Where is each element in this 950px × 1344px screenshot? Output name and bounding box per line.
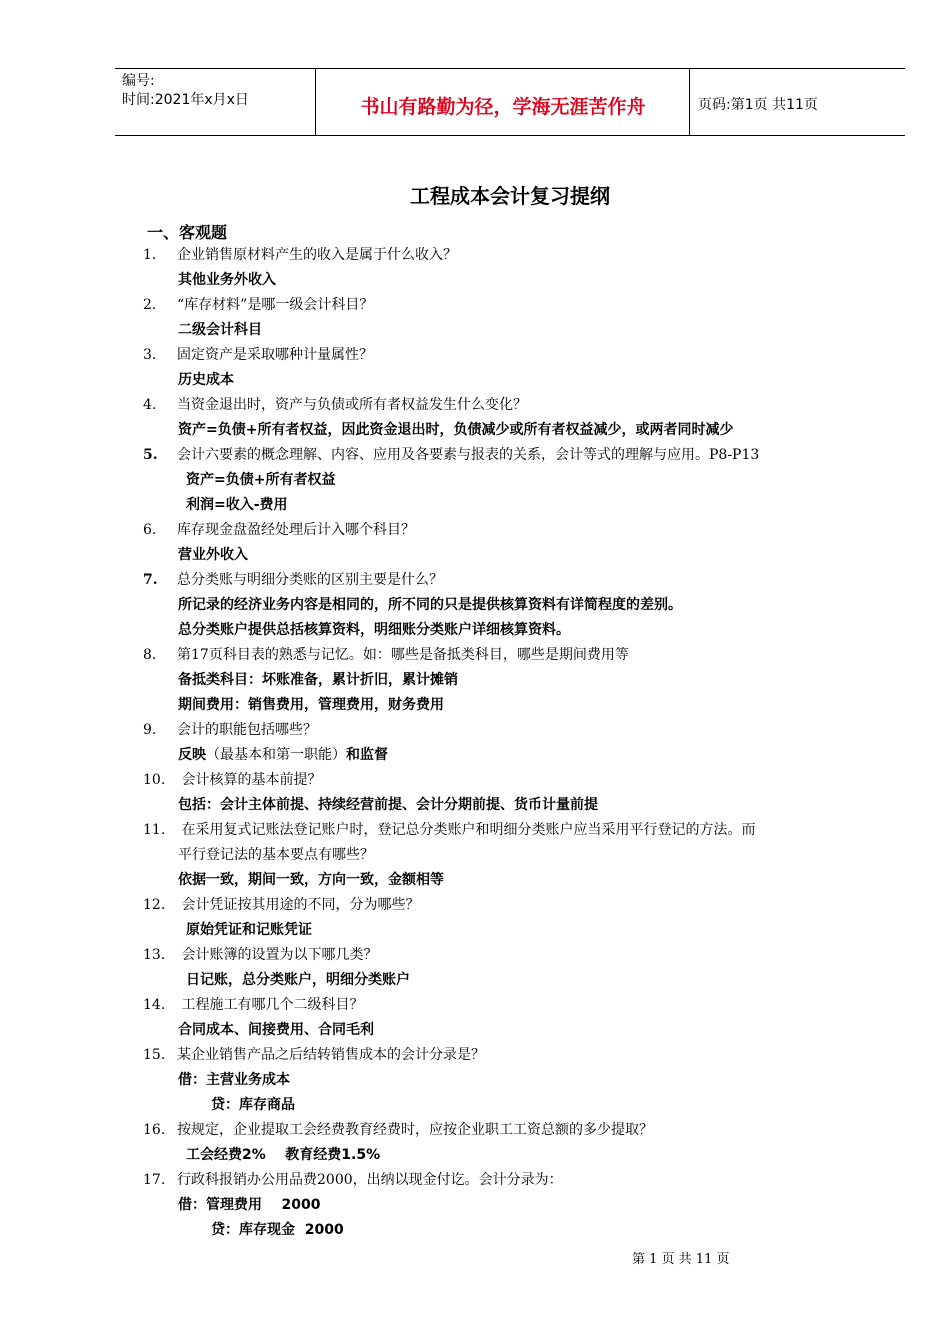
- question-item: [143, 243, 883, 293]
- question-number: 5.: [143, 447, 158, 463]
- journal-debit: 借：管理费用 2000: [178, 1197, 321, 1213]
- answer-text: 合同成本、间接费用、合同毛利: [178, 1022, 374, 1038]
- answer-text: 所记录的经济业务内容是相同的，所不同的只是提供核算资料有详简程度的差别。: [178, 597, 682, 613]
- header-bottom-border: [115, 135, 905, 136]
- question-item: [143, 1168, 883, 1243]
- question-number: 7.: [143, 572, 158, 588]
- answer-text: 原始凭证和记账凭证: [186, 922, 312, 938]
- question-text: “库存材料”是哪一级会计科目？: [177, 297, 374, 313]
- question-text: 按规定，企业提取工会经费教育经费时，应按企业职工工资总额的多少提取？: [177, 1122, 653, 1138]
- question-text: 会计六要素的概念理解、内容、应用及各要素与报表的关系，会计等式的理解与应用。P8-P13: [177, 447, 760, 463]
- answer-text: 历史成本: [178, 372, 234, 388]
- answer-text: [143, 743, 883, 768]
- question-number: 8.: [143, 647, 157, 663]
- answer-text: 资产=负债+所有者权益: [186, 472, 336, 488]
- serial-label: 编号:: [122, 73, 155, 89]
- header-meta: [122, 72, 249, 110]
- answer-text: 依据一致，期间一致，方向一致，金额相等: [178, 872, 444, 888]
- question-item: [143, 1118, 883, 1168]
- question-number: 6.: [143, 522, 157, 538]
- question-number: 17.: [143, 1172, 166, 1188]
- question-item: [143, 993, 883, 1043]
- question-number: 2.: [143, 297, 157, 313]
- question-list: [143, 243, 883, 1243]
- question-number: 4.: [143, 397, 157, 413]
- answer-part: 反映: [178, 747, 206, 763]
- answer-text: 资产=负债+所有者权益，因此资金退出时，负债减少或所有者权益减少，或两者同时减少: [178, 422, 734, 438]
- question-text: 某企业销售产品之后结转销售成本的会计分录是？: [177, 1047, 485, 1063]
- answer-text: 备抵类科目：坏账准备，累计折旧，累计摊销: [178, 672, 458, 688]
- journal-credit: 贷：库存商品: [211, 1097, 295, 1113]
- question-number: 14.: [143, 997, 166, 1013]
- answer-text: 期间费用：销售费用，管理费用，财务费用: [178, 697, 444, 713]
- question-text: 工程施工有哪几个二级科目？: [177, 997, 364, 1013]
- document-title: 工程成本会计复习提纲: [410, 184, 610, 208]
- question-item: [143, 943, 883, 993]
- question-item: [143, 768, 883, 818]
- answer-text: 其他业务外收入: [178, 272, 276, 288]
- question-item: [143, 643, 883, 718]
- question-text-continued: 平行登记法的基本要点有哪些？: [178, 847, 374, 863]
- question-item: [143, 443, 883, 518]
- time-label: 时间:2021年x月x日: [122, 92, 249, 108]
- answer-text: 工会经费2% 教育经费1.5%: [186, 1147, 381, 1163]
- question-text: 在采用复式记账法登记账户时，登记总分类账户和明细分类账户应当采用平行登记的方法。而: [177, 822, 756, 838]
- question-item: [143, 893, 883, 943]
- question-item: [143, 568, 883, 643]
- answer-text: 二级会计科目: [178, 322, 262, 338]
- question-text: 行政科报销办公用品费2000，出纳以现金付讫。会计分录为：: [177, 1172, 563, 1188]
- question-item: [143, 293, 883, 343]
- journal-debit: 借：主营业务成本: [178, 1072, 290, 1088]
- question-number: 9.: [143, 722, 157, 738]
- journal-credit: 贷：库存现金 2000: [211, 1222, 344, 1238]
- question-number: 16.: [143, 1122, 166, 1138]
- question-item: [143, 393, 883, 443]
- question-number: 10.: [143, 772, 166, 788]
- question-text: 会计凭证按其用途的不同，分为哪些？: [177, 897, 420, 913]
- header-motto: 书山有路勤为径，学海无涯苦作舟: [360, 96, 646, 118]
- question-number: 1.: [143, 247, 157, 263]
- question-number: 15.: [143, 1047, 166, 1063]
- question-text: 企业销售原材料产生的收入是属于什么收入？: [177, 247, 457, 263]
- answer-text: 营业外收入: [178, 547, 248, 563]
- question-text: 固定资产是采取哪种计量属性？: [177, 347, 373, 363]
- question-text: 会计账簿的设置为以下哪几类？: [177, 947, 378, 963]
- question-text: 总分类账与明细分类账的区别主要是什么？: [177, 572, 443, 588]
- question-text: 会计的职能包括哪些？: [177, 722, 317, 738]
- answer-text: 日记账，总分类账户，明细分类账户: [186, 972, 410, 988]
- answer-text: 包括：会计主体前提、持续经营前提、会计分期前提、货币计量前提: [178, 797, 598, 813]
- question-number: 13.: [143, 947, 166, 963]
- question-text: 第17页科目表的熟悉与记忆。如：哪些是备抵类科目，哪些是期间费用等: [177, 647, 629, 663]
- question-number: 3.: [143, 347, 157, 363]
- question-number: 11.: [143, 822, 166, 838]
- header-page-info: 页码:第1页 共11页: [698, 97, 818, 113]
- question-item: [143, 518, 883, 568]
- question-item: [143, 718, 883, 768]
- question-text: 会计核算的基本前提？: [177, 772, 322, 788]
- header-top-border: [115, 68, 905, 69]
- answer-part: 和监督: [346, 747, 388, 763]
- question-item: [143, 343, 883, 393]
- answer-text: 利润=收入-费用: [186, 497, 288, 513]
- section-heading: 一、客观题: [147, 223, 228, 242]
- question-item: [143, 1043, 883, 1118]
- question-item: [143, 818, 883, 893]
- question-text: 库存现金盘盈经处理后计入哪个科目？: [177, 522, 415, 538]
- question-number: 12.: [143, 897, 166, 913]
- answer-note: （最基本和第一职能）: [206, 747, 346, 763]
- question-text: 当资金退出时，资产与负债或所有者权益发生什么变化？: [177, 397, 527, 413]
- page-footer: 第 1 页 共 11 页: [632, 1252, 730, 1267]
- answer-text: 总分类账户提供总括核算资料，明细账分类账户详细核算资料。: [178, 622, 570, 638]
